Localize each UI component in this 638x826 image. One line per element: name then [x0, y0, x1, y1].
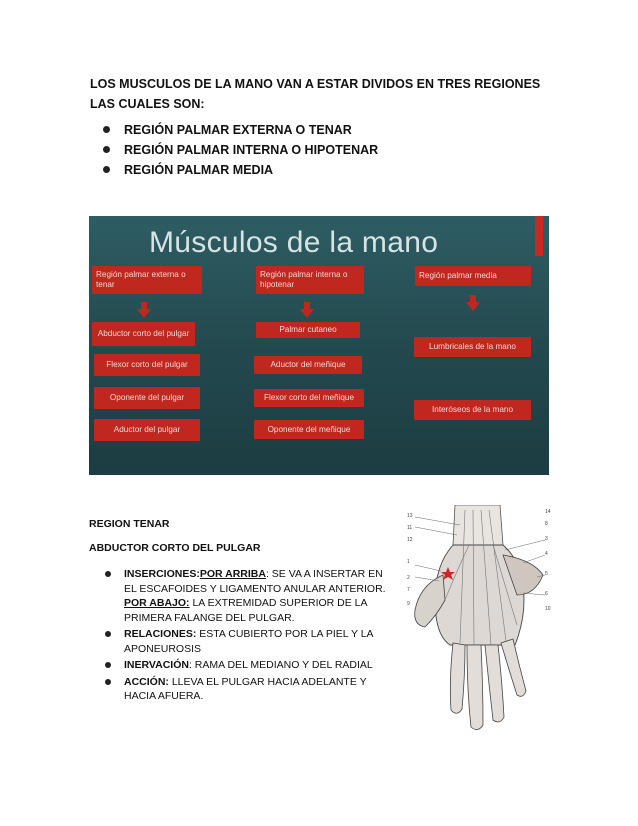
relations-label: RELACIONES:	[124, 628, 197, 640]
slide-header-tenar: Región palmar externa o tenar	[92, 266, 202, 294]
action-label: ACCIÓN:	[124, 675, 169, 688]
figure-label: 14	[545, 509, 551, 515]
figure-label: 9	[407, 601, 410, 607]
figure-label: 3	[545, 536, 548, 542]
top-text: : SE VA A INSERTAR EN EL ESCAFOIDES Y LIGAMENTO ANULAR ANTERIOR.	[124, 568, 386, 595]
slide-header-media: Región palmar media	[415, 266, 531, 286]
insertions-label: INSERCIONES:	[124, 568, 200, 580]
bottom-text: LA EXTREMIDAD SUPERIOR DE LA PRIMERA FALANGE DEL PULGAR.	[124, 597, 367, 624]
figure-label: 10	[545, 606, 551, 612]
innervation-label: INERVACIÓN	[124, 659, 189, 671]
regions-list	[100, 120, 378, 180]
bullet-icon	[103, 166, 110, 173]
figure-label: 8	[545, 521, 548, 527]
hand-anatomy-illustration	[405, 505, 555, 735]
slide-title: Músculos de la mano	[149, 226, 439, 259]
arrow-down-icon	[137, 309, 151, 318]
figure-label: 4	[545, 551, 548, 557]
list-item	[102, 658, 390, 673]
figure-label: 13	[407, 513, 413, 519]
slide-item: Interóseos de la mano	[414, 400, 531, 420]
bullet-icon	[105, 631, 111, 637]
muscle-details-list	[102, 567, 390, 706]
arrow-down-icon	[466, 302, 480, 311]
bullet-icon	[105, 662, 111, 668]
bottom-label: POR ABAJO:	[124, 597, 190, 609]
list-item	[100, 140, 378, 160]
relations-text: ESTA CUBIERTO POR LA PIEL Y LA APONEUROSIS	[124, 628, 373, 655]
slide-item: Abductor corto del pulgar	[92, 322, 195, 346]
figure-label: 11	[407, 525, 413, 531]
list-item	[102, 675, 390, 704]
slide-item: Flexor corto del meñique	[254, 389, 364, 407]
slide-item: Aductor del pulgar	[94, 419, 200, 441]
bullet-icon	[105, 679, 111, 685]
muscle-title: ABDUCTOR CORTO DEL PULGAR	[89, 542, 261, 554]
section-title: REGION TENAR	[89, 518, 170, 530]
slide-item: Aductor del meñique	[254, 356, 362, 374]
list-item	[102, 567, 390, 625]
slide-accent-bar	[535, 216, 543, 256]
figure-label: 2	[407, 575, 410, 581]
slide-item: Oponente del pulgar	[94, 387, 200, 409]
bullet-icon	[105, 571, 111, 577]
list-item	[100, 160, 378, 180]
bullet-icon	[103, 126, 110, 133]
slide-item: Lumbricales de la mano	[414, 337, 531, 357]
list-item	[102, 627, 390, 656]
figure-label: 7	[407, 587, 410, 593]
list-item	[100, 120, 378, 140]
region-label: REGIÓN PALMAR MEDIA	[124, 163, 274, 177]
region-label: REGIÓN PALMAR INTERNA O HIPOTENAR	[124, 143, 379, 157]
figure-label: 6	[545, 591, 548, 597]
slide-item: Flexor corto del pulgar	[94, 354, 200, 376]
slide-item: Oponente del meñique	[254, 420, 364, 439]
figure-label: 5	[545, 571, 548, 577]
figure-label: 1	[407, 559, 410, 565]
figure-label: 12	[407, 537, 413, 543]
innervation-text: : RAMA DEL MEDIANO Y DEL RADIAL	[188, 659, 373, 671]
bullet-icon	[103, 146, 110, 153]
region-label: REGIÓN PALMAR EXTERNA O TENAR	[124, 123, 352, 137]
intro-paragraph: LOS MUSCULOS DE LA MANO VAN A ESTAR DIVIDOS EN TRES REGIONES LAS CUALES SON:	[90, 77, 541, 111]
slide-header-hipotenar: Región palmar interna o hipotenar	[256, 266, 364, 294]
arrow-down-icon	[300, 309, 314, 318]
slide-image	[89, 216, 549, 475]
action-text: LLEVA EL PULGAR HACIA ADELANTE Y HACIA AFUERA.	[124, 675, 367, 702]
slide-item: Palmar cutaneo	[256, 322, 360, 338]
top-label: POR ARRIBA	[199, 568, 266, 580]
